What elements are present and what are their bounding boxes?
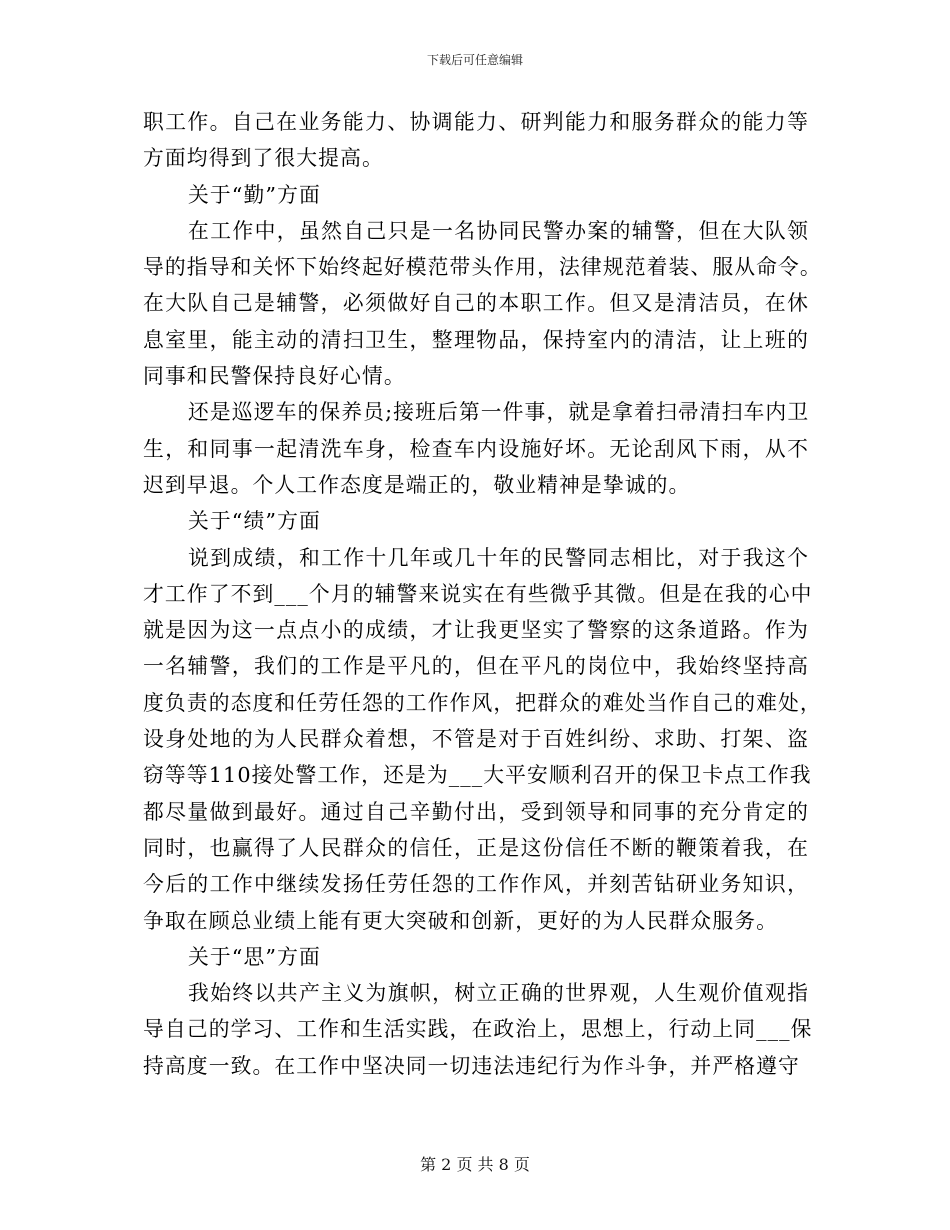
- text-line: 同时，也赢得了人民群众的信任，正是这份信任不断的鞭策着我，在: [143, 835, 809, 860]
- paragraph: [143, 975, 813, 1084]
- paragraph: [143, 939, 809, 975]
- document-body: [143, 104, 822, 1084]
- text-line: 窃等等110接处警工作，还是为___大平安顺利召开的保卫卡点工作我: [143, 763, 812, 788]
- text-line: 在工作中，虽然自己只是一名协同民警办案的辅警，但在大队领: [188, 218, 809, 243]
- text-line: 关于“勤”方面: [188, 182, 321, 207]
- paragraph: [143, 394, 809, 503]
- text-line: 息室里，能主动的清扫卫生，整理物品，保持室内的清洁，让上班的: [143, 327, 809, 352]
- text-line: 生，和同事一起清洗车身，检查车内设施好坏。无论刮风下雨，从不: [143, 436, 809, 461]
- text-line: 还是巡逻车的保养员;接班后第一件事，就是拿着扫帚清扫车内卫: [188, 400, 810, 425]
- text-line: 职工作。自己在业务能力、协调能力、研判能力和服务群众的能力等: [143, 110, 809, 134]
- text-line: 导的指导和关怀下始终起好模范带头作用，法律规范着装、服从命令。: [143, 255, 822, 280]
- text-line: 说到成绩，和工作十几年或几十年的民警同志相比，对于我这个: [188, 545, 809, 570]
- paragraph: [143, 177, 809, 213]
- text-line: 设身处地的为人民群众着想，不管是对于百姓纠纷、求助、打架、盗: [143, 727, 809, 752]
- text-line: 迟到早退。个人工作态度是端正的，敬业精神是挚诚的。: [143, 472, 691, 497]
- text-line: 关于“绩”方面: [188, 509, 321, 534]
- text-line: 才工作了不到___个月的辅警来说实在有些微乎其微。但是在我的心中: [143, 581, 813, 606]
- text-line: 同事和民警保持良好心情。: [143, 364, 406, 389]
- text-line: 都尽量做到最好。通过自己辛勤付出，受到领导和同事的充分肯定的: [143, 799, 809, 824]
- paragraph: [143, 503, 809, 539]
- paragraph: [143, 104, 809, 177]
- paragraph: [143, 540, 822, 939]
- text-line: 一名辅警，我们的工作是平凡的，但在平凡的岗位中，我始终坚持高: [143, 654, 809, 679]
- text-line: 导自己的学习、工作和生活实践，在政治上，思想上，行动上同___保: [143, 1017, 813, 1042]
- text-line: 争取在顾总业绩上能有更大突破和创新，更好的为人民群众服务。: [143, 908, 779, 933]
- text-line: 就是因为这一点点小的成绩，才让我更坚实了警察的这条道路。作为: [143, 618, 809, 643]
- page-number-footer: 第 2 页 共 8 页: [420, 1155, 530, 1174]
- text-line: 持高度一致。在工作中坚决同一切违法违纪行为作斗争，并严格遵守: [143, 1053, 800, 1078]
- text-line: 在大队自己是辅警，必须做好自己的本职工作。但又是清洁员，在休: [143, 291, 809, 316]
- text-line: 今后的工作中继续发扬任劳任怨的工作作风，并刻苦钻研业务知识，: [143, 872, 809, 897]
- text-line: 度负责的态度和任劳任怨的工作作风，把群众的难处当作自己的难处，: [143, 690, 822, 715]
- text-line: 我始终以共产主义为旗帜，树立正确的世界观，人生观价值观指: [188, 981, 809, 1006]
- paragraph: [143, 213, 822, 394]
- page-header-note: 下载后可任意编辑: [426, 53, 523, 67]
- text-line: 关于“思”方面: [188, 944, 321, 969]
- text-line: 方面均得到了很大提高。: [143, 146, 384, 171]
